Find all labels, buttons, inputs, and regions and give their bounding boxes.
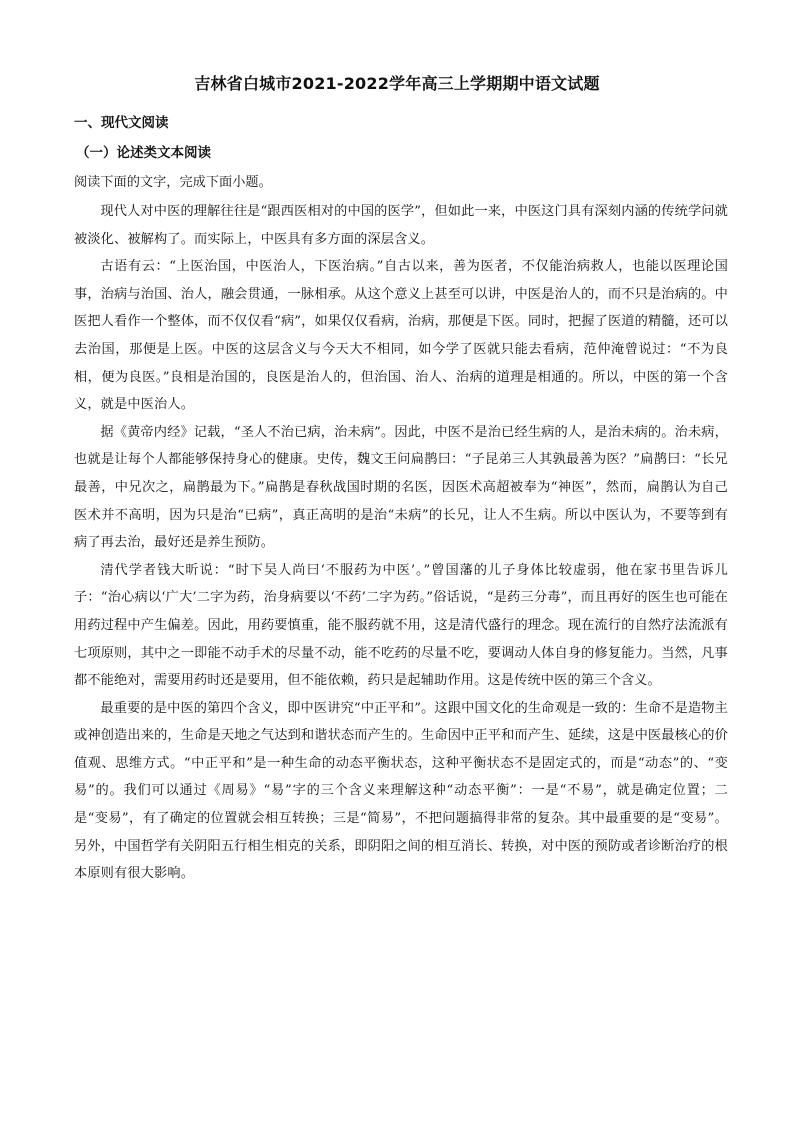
document-body (74, 108, 728, 888)
paragraph-2: 古语有云：“上医治国，中医治人，下医治病。”自古以来，善为医者，不仅能治病救人，也能以医理论国事，治病与治国、治人，融会贯通，一脉相承。从这个意义上甚至可以讲，中医是治人的，而不只是治病的。中医把人看作一个整体，而不仅仅看“病”，如果仅仅看病，治病，那便是下医。同时，把握了医道的精髓，还可以去治国，那便是上医。中医的这层含义与今天大不相同，如今学了医就只能去看病，范仲淹曾说过：“不为良相，便为良医。”良相是治国的，良医是治人的，但治国、治人、治病的道理是相通的。所以，中医的第一个含义，就是中医治人。 (74, 259, 728, 413)
paragraph-1: 现代人对中医的理解往往是“跟西医相对的中国的医学”，但如此一来，中医这门具有深刻内涵的传统学问就被淡化、被解构了。而实际上，中医具有多方面的深层含义。 (74, 204, 728, 247)
paragraph-3: 据《黄帝内经》记载，“圣人不治已病，治未病”。因此，中医不是治已经生病的人，是治未病的。治未病，也就是让每个人都能够保持身心的健康。史传，魏文王问扁鹊曰：“子昆弟三人其孰最善为医？”扁鹊曰：“长兄最善，中兄次之，扁鹊最为下。”扁鹊是春秋战国时期的名医，因医术高超被奉为“神医”，然而，扁鹊认为自己医术并不高明，因为只是治“已病”，真正高明的是治“未病”的长兄，让人不生病。所以中医认为，不要等到有病了再去治，最好还是养生预防。 (74, 424, 728, 551)
paragraph-4: 清代学者钱大昕说：“时下吴人尚曰‘不服药为中医’。”曾国藩的儿子身体比较虚弱，他在家书里告诉儿子：“治心病以‘广大’二字为药，治身病要以‘不药’二字为药。”俗话说，“是药三分毒”，而且再好的医生也可能在用药过程中产生偏差。因此，用药要慎重，能不服药就不用，这是清代盛行的理念。现在流行的自然疗法流派有七项原则，其中之一即能不动手术的尽量不动，能不吃药的尽量不吃，要调动人体自身的修复能力。当然，凡事都不能绝对，需要用药时还是要用，但不能依赖，药只是起辅助作用。这是传统中医的第三个含义。 (74, 562, 728, 689)
paragraph-5: 最重要的是中医的第四个含义，即中医讲究“中正平和”。这跟中国文化的生命观是一致的：生命不是造物主或神创造出来的，生命是天地之气达到和谐状态而产生的。生命因中正平和而产生、延续，这是中医最核心的价值观、思维方式。“中正平和”是一种生命的动态平衡状态，这种平衡状态不是固定式的，而是“动态”的、“变易”的。我们可以通过《周易》“易”字的三个含义来理解这种“动态平衡”：一是“不易”，就是确定位置；二是“变易”，有了确定的位置就会相互转换；三是“简易”，不把问题搞得非常的复杂。其中最重要的是“变易”。另外，中国哲学有关阴阳五行相生相克的关系，即阴阳之间的相互消长、转换，对中医的预防或者诊断治疗的根本原则有很大影响。 (74, 700, 728, 882)
subsection-heading: （一）论述类文本阅读 (76, 145, 211, 161)
reading-instruction: 阅读下面的文字，完成下面小题。 (74, 175, 272, 190)
section-heading: 一、现代文阅读 (74, 115, 169, 131)
document-title: 吉林省白城市2021-2022学年高三上学期期中语文试题 (194, 74, 600, 93)
